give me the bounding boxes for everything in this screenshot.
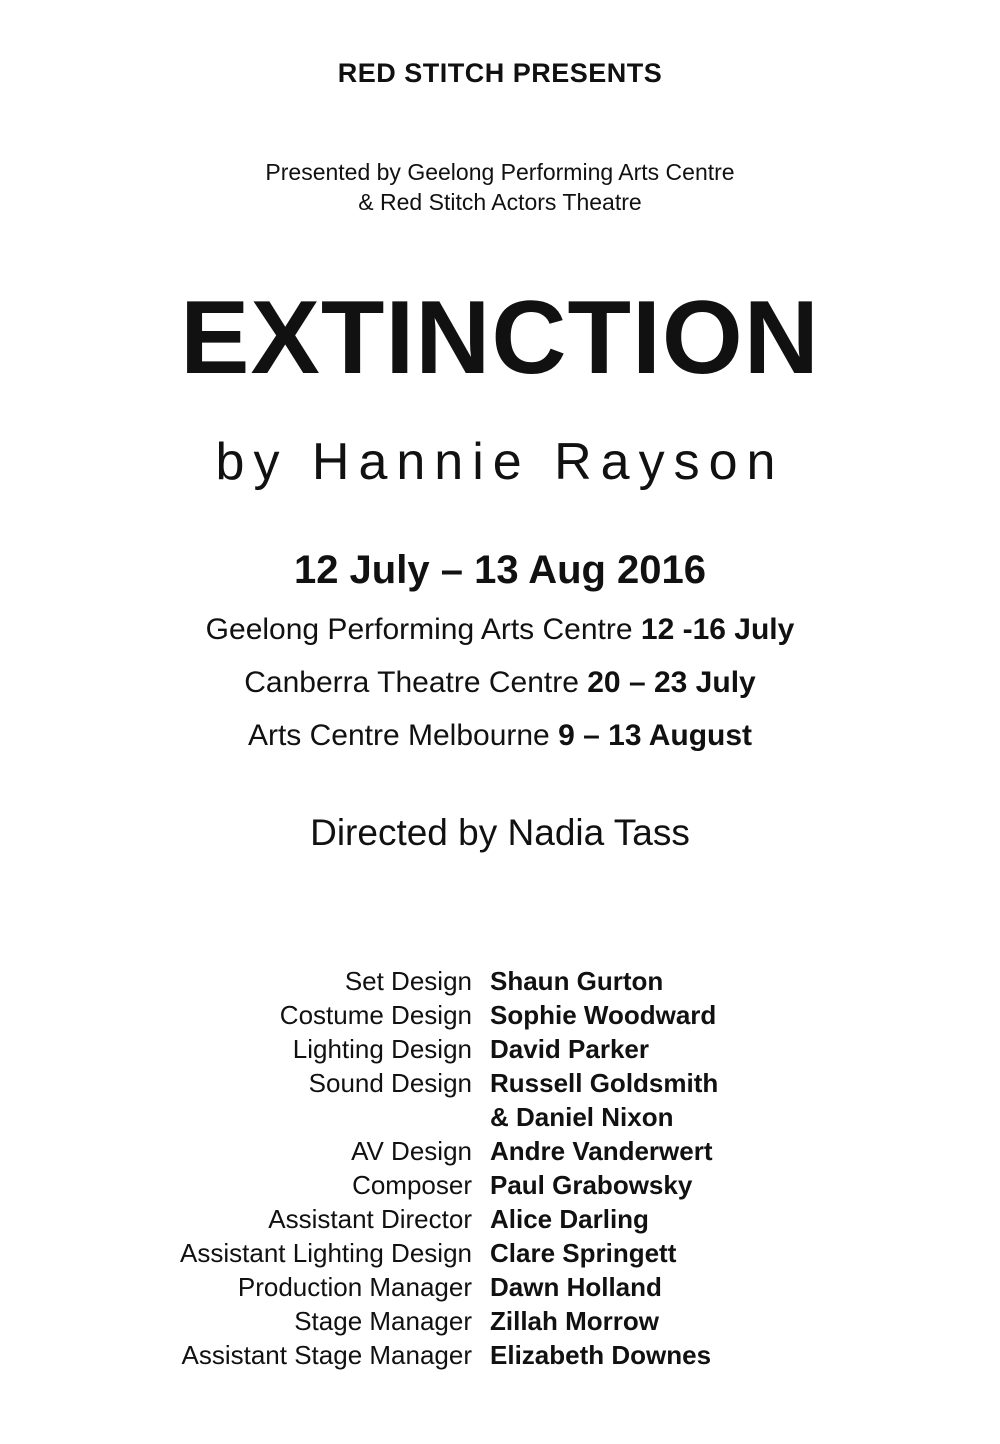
credit-name: Sophie Woodward <box>490 1000 717 1030</box>
credit-name: Alice Darling <box>490 1204 649 1234</box>
credit-row <box>0 964 1000 998</box>
season-dates: 12 July – 13 Aug 2016 <box>293 548 707 592</box>
director-credit: Directed by Nadia Tass <box>310 812 690 853</box>
credit-row <box>0 1134 1000 1168</box>
venue-name: Canberra Theatre Centre <box>244 666 579 699</box>
presented-by-line-1: Presented by Geelong Performing Arts Centre <box>265 159 735 185</box>
credit-role: Assistant Stage Manager <box>181 1340 472 1370</box>
credit-role: Stage Manager <box>294 1306 472 1336</box>
venue-dates: 9 – 13 August <box>558 719 753 752</box>
venue-line <box>0 666 1000 700</box>
credit-role: Costume Design <box>279 1000 472 1030</box>
credit-name: Russell Goldsmith <box>490 1068 719 1098</box>
venue-line <box>0 613 1000 647</box>
credit-role: Assistant Lighting Design <box>180 1238 472 1268</box>
credit-role: AV Design <box>351 1136 472 1166</box>
credit-name: Clare Springett <box>490 1238 677 1268</box>
venue-line <box>0 719 1000 753</box>
credit-row <box>0 998 1000 1032</box>
credit-name: Paul Grabowsky <box>490 1170 693 1200</box>
credit-name: David Parker <box>490 1034 649 1064</box>
credit-role: Lighting Design <box>292 1034 472 1064</box>
credit-row <box>0 1100 1000 1134</box>
credits-list <box>0 964 1000 1372</box>
venue-name: Geelong Performing Arts Centre <box>205 613 633 646</box>
credit-row <box>0 1236 1000 1270</box>
credit-name: Shaun Gurton <box>490 966 664 996</box>
credit-role: Composer <box>352 1170 472 1200</box>
venue-dates: 12 -16 July <box>640 613 795 646</box>
play-title: EXTINCTION <box>180 280 820 396</box>
credit-name: & Daniel Nixon <box>490 1102 674 1132</box>
credit-row <box>0 1066 1000 1100</box>
presenter-heading: RED STITCH PRESENTS <box>337 58 663 88</box>
credit-row <box>0 1304 1000 1338</box>
credit-row <box>0 1032 1000 1066</box>
credit-row <box>0 1168 1000 1202</box>
credit-name: Dawn Holland <box>490 1272 662 1302</box>
presented-by-block <box>0 157 1000 217</box>
credit-row <box>0 1338 1000 1372</box>
venue-dates: 20 – 23 July <box>587 666 756 699</box>
play-author: by Hannie Rayson <box>215 433 785 491</box>
credit-row <box>0 1270 1000 1304</box>
credit-role: Sound Design <box>308 1068 472 1098</box>
credit-role: Assistant Director <box>268 1204 472 1234</box>
credit-role <box>0 1100 490 1134</box>
credit-role: Production Manager <box>237 1272 472 1302</box>
credit-name: Elizabeth Downes <box>490 1340 712 1370</box>
credit-name: Zillah Morrow <box>490 1306 659 1336</box>
venue-name: Arts Centre Melbourne <box>247 719 550 752</box>
credit-role: Set Design <box>344 966 472 996</box>
credit-name: Andre Vanderwert <box>490 1136 713 1166</box>
presented-by-line-2: & Red Stitch Actors Theatre <box>358 189 642 215</box>
credit-row <box>0 1202 1000 1236</box>
